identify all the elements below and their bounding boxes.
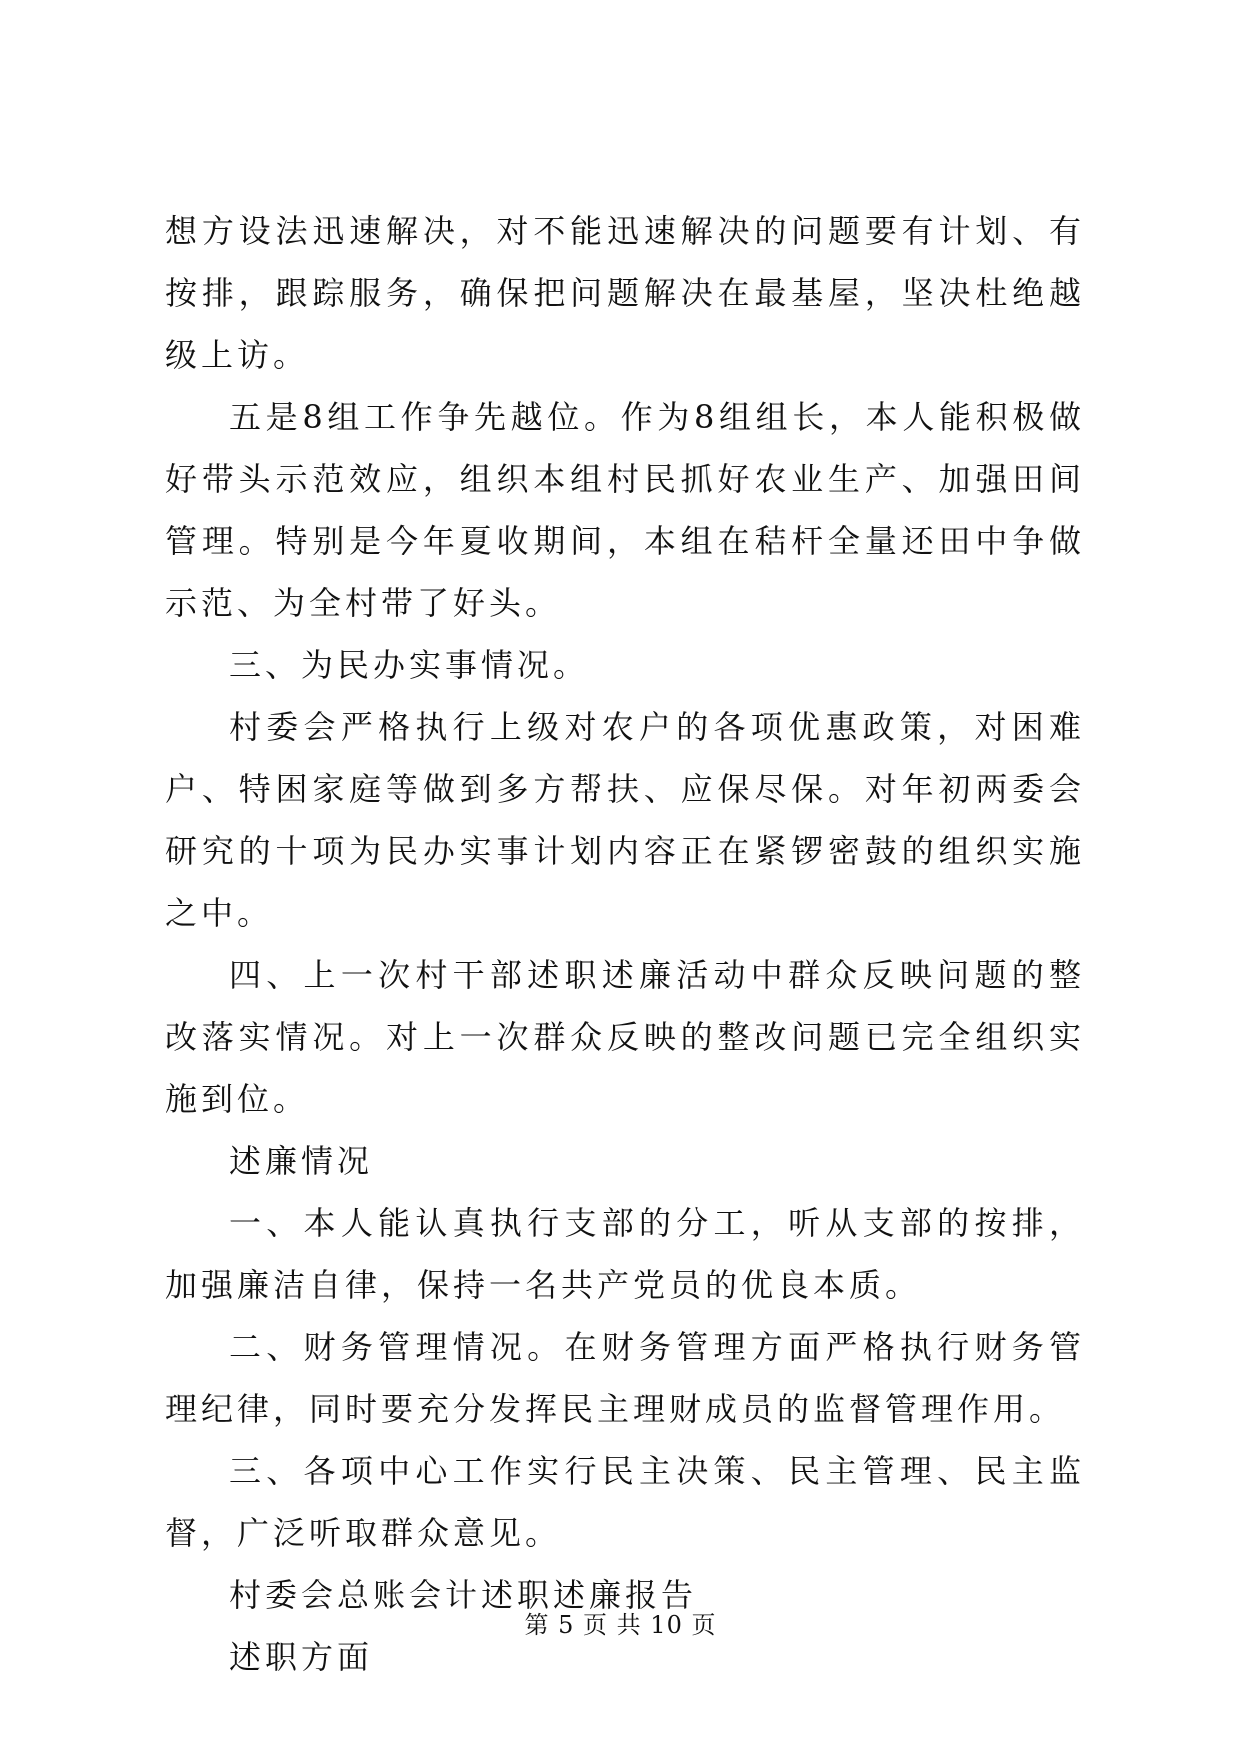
- paragraph-rectification: 四、上一次村干部述职述廉活动中群众反映问题的整改落实情况。对上一次群众反映的整改问题已完全组织实施到位。: [165, 956, 1085, 1118]
- paragraph-continuation: 想方设法迅速解决，对不能迅速解决的问题要有计划、有按排，跟踪服务，确保把问题解决在最基屋，坚决杜绝越级上访。: [165, 212, 1085, 374]
- paragraph-integrity-2: 二、财务管理情况。在财务管理方面严格执行财务管理纪律，同时要充分发挥民主理财成员的监督管理作用。: [165, 1328, 1085, 1428]
- paragraph-integrity-3: 三、各项中心工作实行民主决策、民主管理、民主监督，广泛听取群众意见。: [165, 1452, 1085, 1552]
- paragraph-group-8-work: 五是8组工作争先越位。作为8组组长，本人能积极做好带头示范效应，组织本组村民抓好农业生产、加强田间管理。特别是今年夏收期间，本组在秸杆全量还田中争做示范、为全村带了好头。: [165, 398, 1085, 622]
- report-title: 村委会总账会计述职述廉报告: [229, 1576, 698, 1614]
- paragraph-village-committee-policy: 村委会严格执行上级对农户的各项优惠政策，对困难户、特困家庭等做到多方帮扶、应保尽保。对年初两委会研究的十项为民办实事计划内容正在紧锣密鼓的组织实施之中。: [165, 708, 1085, 932]
- section-heading-practical-matters: 三、为民办实事情况。: [229, 646, 590, 684]
- section-heading-duties: 述职方面: [229, 1638, 374, 1676]
- paragraph-integrity-1: 一、本人能认真执行支部的分工，听从支部的按排，加强廉洁自律，保持一名共产党员的优良本质。: [165, 1204, 1085, 1304]
- page-number-footer: 第 5 页 共 10 页: [524, 1611, 717, 1639]
- section-heading-integrity: 述廉情况: [229, 1142, 374, 1180]
- document-body: [165, 200, 1085, 1688]
